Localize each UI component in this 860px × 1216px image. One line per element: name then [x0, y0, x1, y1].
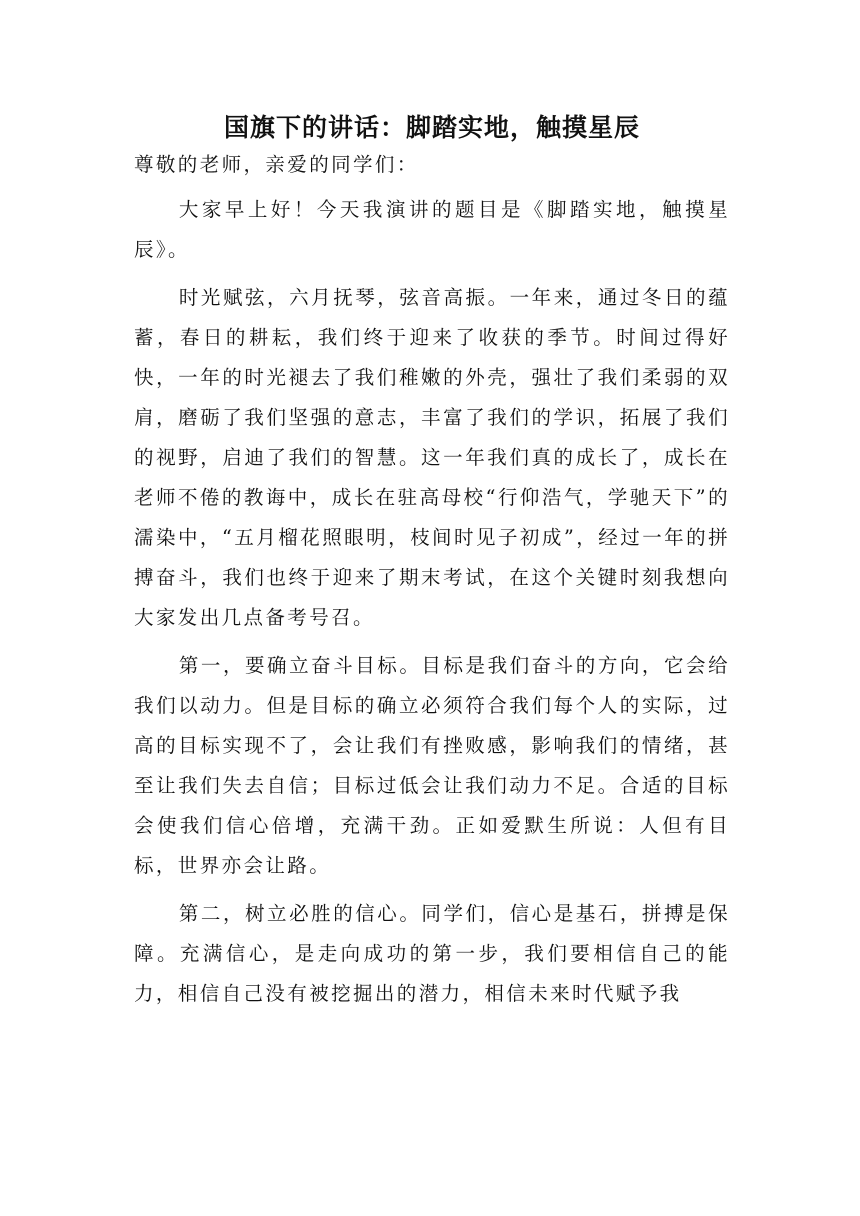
salutation: 尊敬的老师，亲爱的同学们： — [134, 153, 419, 176]
paragraph-time-growth: 时光赋弦，六月抚琴，弦音高振。一年来，通过冬日的蕴蓄，春日的耕耘，我们终于迎来了收获的季节。时间过得好快，一年的时光褪去了我们稚嫩的外壳，强壮了我们柔弱的双肩，磨砺了我们坚强的意志，丰富了我们的学识，拓展了我们的视野，启迪了我们的智慧。这一年我们真的成长了，成长在老师不倦的教诲中，成长在驻高母校“行仰浩气，学驰天下”的濡染中，“五月榴花照眼明，枝间时见子初成”，经过一年的拼搏奋斗，我们也终于迎来了期末考试，在这个关键时刻我想向大家发出几点备考号召。 — [134, 286, 730, 629]
paragraph-second-confidence: 第二，树立必胜的信心。同学们，信心是基石，拼搏是保障。充满信心，是走向成功的第一步，我们要相信自己的能力，相信自己没有被挖掘出的潜力，相信未来时代赋予我 — [134, 902, 730, 1005]
speech-title: 国旗下的讲话：脚踏实地，触摸星辰 — [223, 113, 640, 142]
paragraph-greeting: 大家早上好！今天我演讲的题目是《脚踏实地，触摸星辰》。 — [134, 198, 730, 261]
paragraph-first-goal: 第一，要确立奋斗目标。目标是我们奋斗的方向，它会给我们以动力。但是目标的确立必须符合我们每个人的实际，过高的目标实现不了，会让我们有挫败感，影响我们的情绪，甚至让我们失去自信；目标过低会让我们动力不足。合适的目标会使我们信心倍增，充满干劲。正如爱默生所说：人但有目标，世界亦会让路。 — [134, 654, 730, 877]
